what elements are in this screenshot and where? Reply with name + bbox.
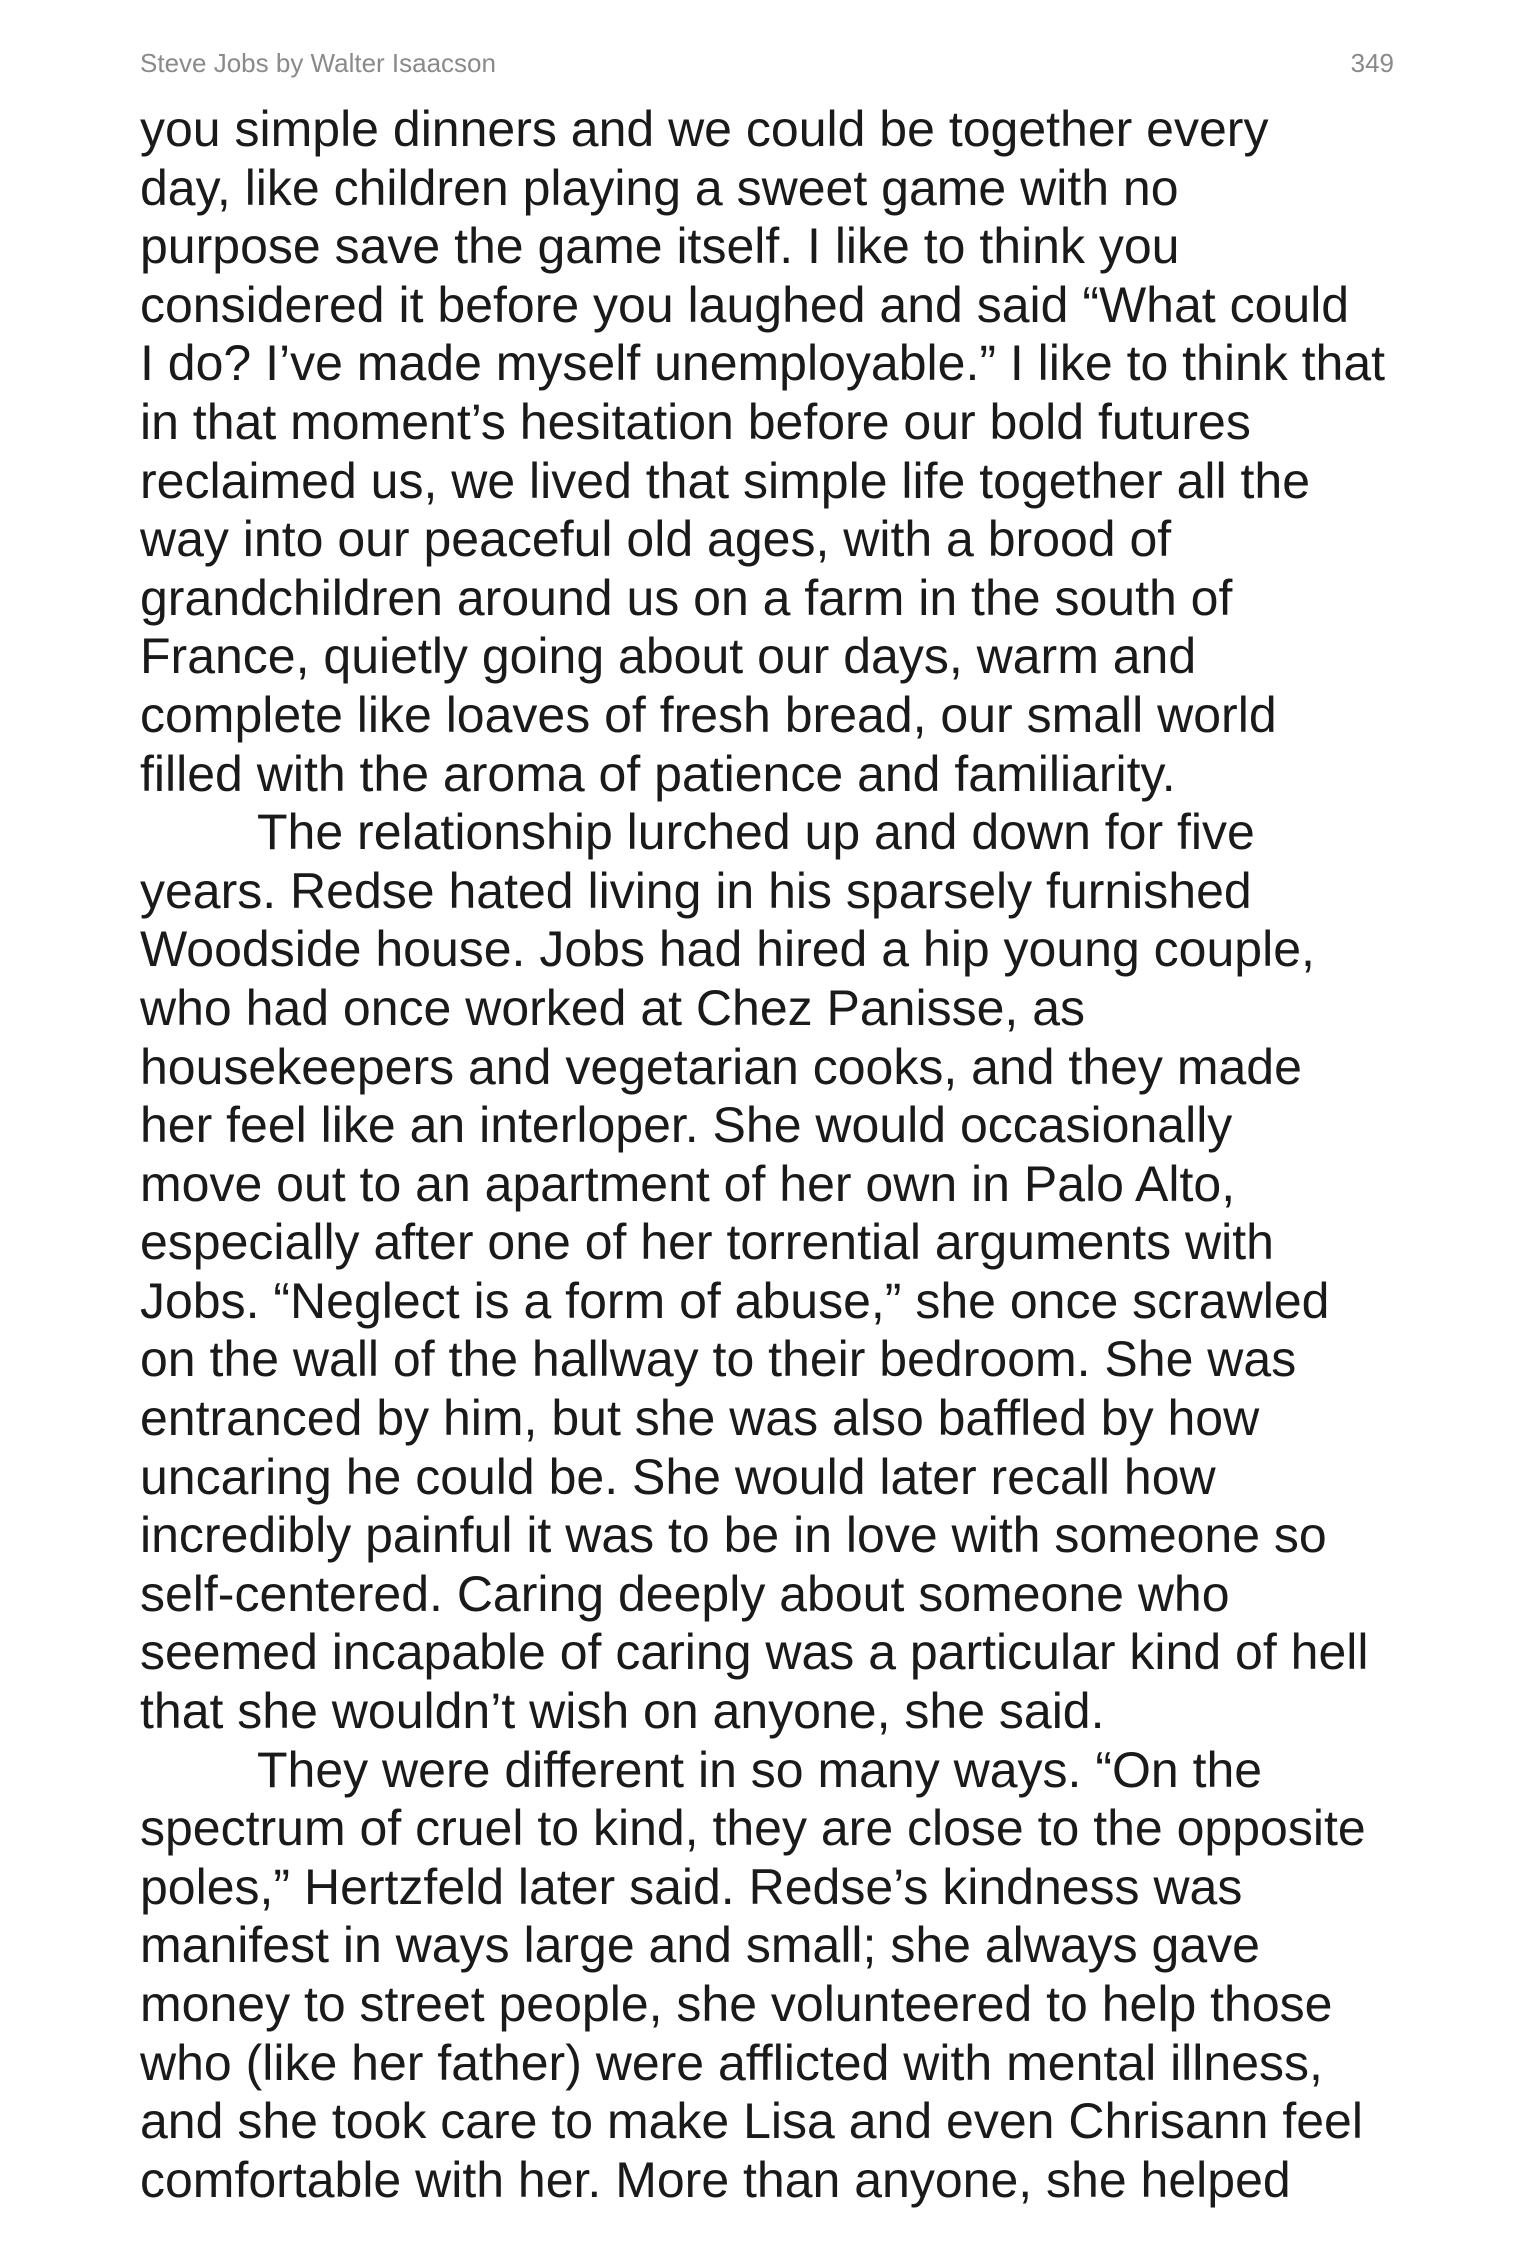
text-line: France, quietly going about our days, warm and: [140, 628, 1197, 685]
text-line: housekeepers and vegetarian cooks, and they made: [140, 1038, 1302, 1095]
text-line: who had once worked at Chez Panisse, as: [140, 979, 1085, 1036]
text-line: especially after one of her torrential arguments with: [140, 1214, 1274, 1271]
text-line: uncaring he could be. She would later recall how: [140, 1448, 1216, 1505]
text-line: Jobs. “Neglect is a form of abuse,” she once scrawled: [140, 1272, 1330, 1329]
text-line: comfortable with her. More than anyone, she helped: [140, 2151, 1291, 2208]
text-line: years. Redse hated living in his sparsely furnished: [140, 862, 1252, 919]
running-header: [140, 48, 1394, 84]
text-line: incredibly painful it was to be in love with someone so: [140, 1507, 1327, 1564]
text-line: day, like children playing a sweet game with no: [140, 159, 1179, 216]
text-line: They were different in so many ways. “On the: [257, 1741, 1263, 1798]
text-line: money to street people, she volunteered to help those: [140, 1976, 1333, 2032]
text-line: spectrum of cruel to kind, they are close to the opposite: [140, 1800, 1366, 1857]
text-line: you simple dinners and we could be together every: [140, 101, 1269, 157]
text-line: grandchildren around us on a farm in the south of: [140, 569, 1233, 626]
text-line: complete like loaves of fresh bread, our small world: [140, 686, 1277, 743]
text-line: who (like her father) were afflicted with mental illness,: [140, 2034, 1323, 2091]
text-line: in that moment’s hesitation before our bold futures: [140, 393, 1251, 450]
text-line: that she wouldn’t wish on anyone, she said.: [140, 1683, 1105, 1740]
text-line: way into our peaceful old ages, with a brood of: [140, 511, 1172, 568]
book-title: Steve Jobs by Walter Isaacson: [140, 48, 496, 78]
text-line: manifest in ways large and small; she always gave: [140, 1917, 1260, 1974]
body-text: [140, 100, 1400, 2209]
text-line: The relationship lurched up and down for five: [257, 804, 1255, 861]
text-line: reclaimed us, we lived that simple life together all the: [140, 452, 1311, 509]
text-line: on the wall of the hallway to their bedroom. She was: [140, 1331, 1297, 1388]
text-line: her feel like an interloper. She would occasionally: [140, 1097, 1233, 1154]
text-line: filled with the aroma of patience and familiarity.: [140, 745, 1176, 802]
text-line: I do? I’ve made myself unemployable.” I like to think that: [140, 335, 1386, 392]
text-line: purpose save the game itself. I like to think you: [140, 218, 1180, 275]
text-line: poles,” Hertzfeld later said. Redse’s kindness was: [140, 1858, 1243, 1915]
text-line: move out to an apartment of her own in Palo Alto,: [140, 1155, 1236, 1212]
text-line: considered it before you laughed and said “What could: [140, 276, 1350, 333]
page-number: 349: [1350, 48, 1394, 78]
text-line: Woodside house. Jobs had hired a hip young couple,: [140, 921, 1315, 978]
text-line: and she took care to make Lisa and even Chrisann feel: [140, 2093, 1363, 2150]
text-line: entranced by him, but she was also baffled by how: [140, 1390, 1260, 1447]
text-line: self-centered. Caring deeply about someone who: [140, 1565, 1230, 1622]
text-line: seemed incapable of caring was a particular kind of hell: [140, 1624, 1369, 1681]
